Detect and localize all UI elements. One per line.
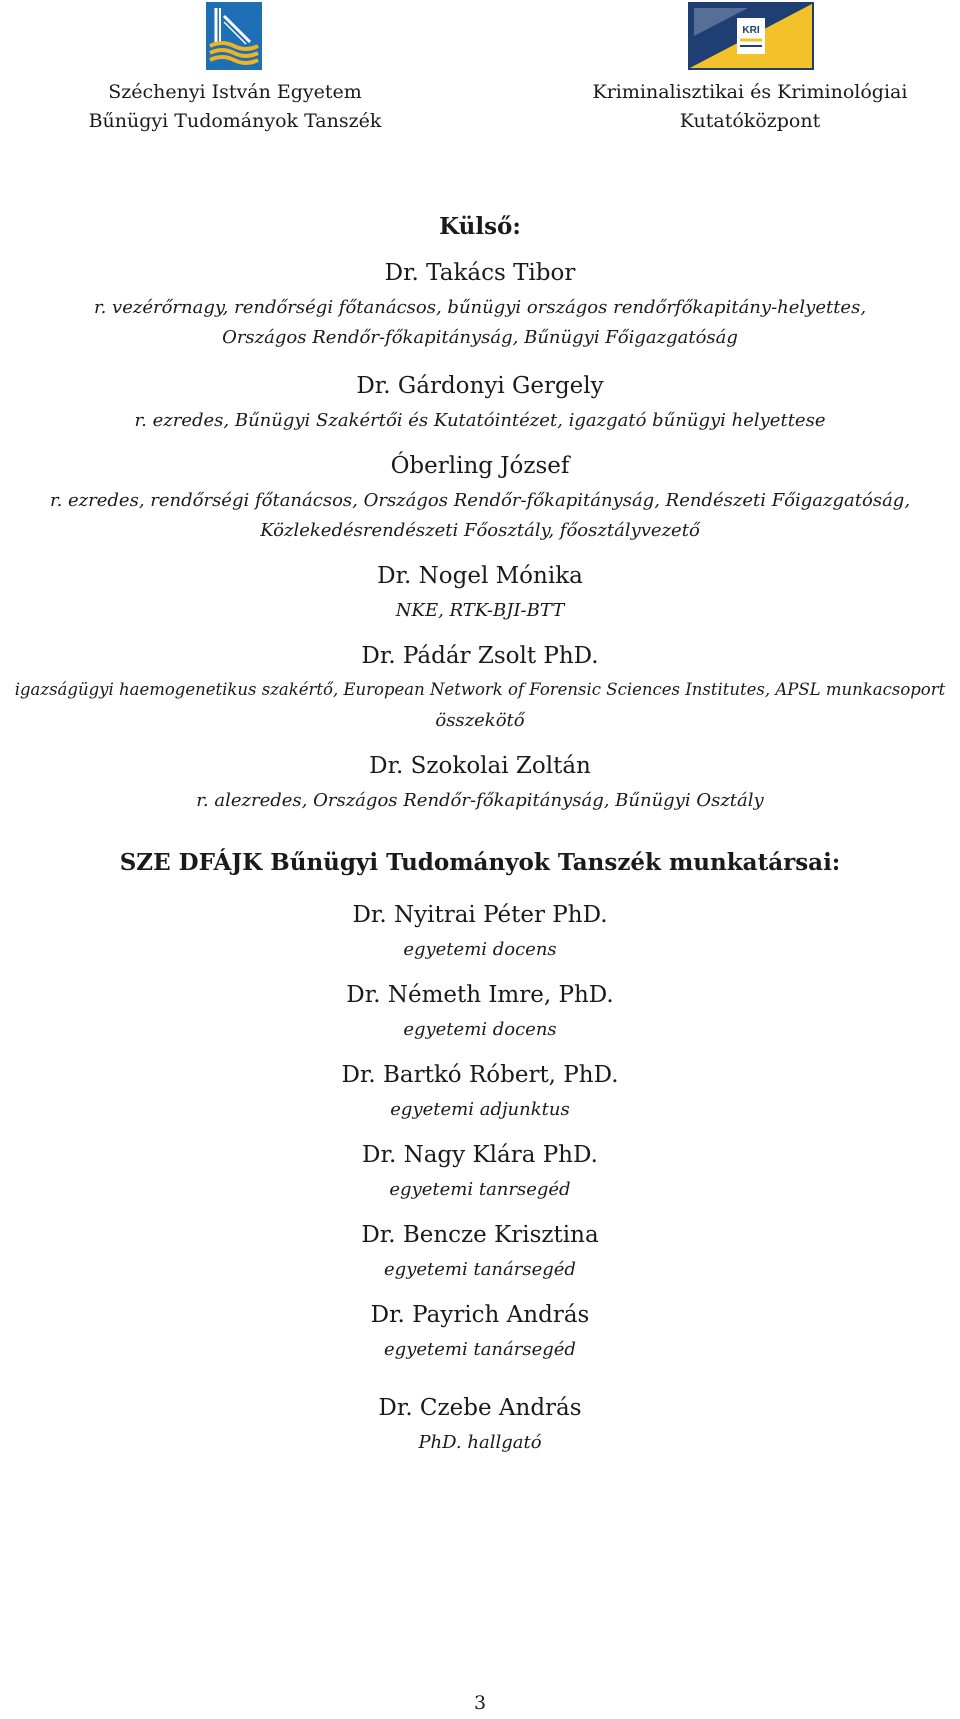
staff-name: Dr. Nagy Klára PhD.	[362, 1142, 598, 1168]
external-heading: Külső:	[439, 213, 521, 240]
person-role: r. alezredes, Országos Rendőr-főkapitányság, Bűnügyi Osztály	[196, 790, 764, 811]
staff-role: egyetemi tanársegéd	[384, 1259, 576, 1280]
staff-name: Dr. Bencze Krisztina	[361, 1222, 599, 1248]
right-institution-line1: Kriminalisztikai és Kriminológiai	[592, 81, 908, 103]
person-name: Dr. Szokolai Zoltán	[369, 753, 591, 779]
page-number: 3	[473, 1692, 487, 1714]
sze-university-logo	[206, 2, 262, 70]
person-name: Dr. Pádár Zsolt PhD.	[361, 643, 599, 669]
person-role: NKE, RTK-BJI-BTT	[395, 600, 565, 621]
left-institution-line2: Bűnügyi Tudományok Tanszék	[88, 110, 382, 132]
person-role: r. vezérőrnagy, rendőrségi főtanácsos, bűnügyi országos rendőrfőkapitány-helyettes,	[93, 297, 867, 318]
staff-name: Dr. Czebe András	[378, 1395, 582, 1421]
person-role: összekötő	[435, 710, 525, 731]
staff-name: Dr. Németh Imre, PhD.	[346, 982, 614, 1008]
left-institution	[60, 78, 410, 136]
staff-role: PhD. hallgató	[418, 1432, 542, 1453]
person-role: igazságügyi haemogenetikus szakértő, European Network of Forensic Sciences Institutes, APSL munkacsoport	[14, 680, 946, 699]
staff-heading: SZE DFÁJK Bűnügyi Tudományok Tanszék munkatársai:	[119, 849, 841, 876]
staff-role: egyetemi adjunktus	[390, 1099, 570, 1120]
person-name: Óberling József	[390, 453, 570, 479]
staff-role: egyetemi docens	[403, 1019, 557, 1040]
right-institution-line2: Kutatóközpont	[679, 110, 821, 132]
staff-name: Dr. Payrich András	[370, 1302, 590, 1328]
staff-role: egyetemi tanrsegéd	[389, 1179, 571, 1200]
staff-name: Dr. Nyitrai Péter PhD.	[352, 902, 608, 928]
person-role: Közlekedésrendészeti Főosztály, főosztályvezető	[260, 520, 700, 541]
person-role: r. ezredes, Bűnügyi Szakértői és Kutatóintézet, igazgató bűnügyi helyettese	[134, 410, 826, 431]
person-name: Dr. Takács Tibor	[384, 260, 576, 286]
person-role: r. ezredes, rendőrségi főtanácsos, Országos Rendőr-főkapitányság, Rendészeti Főigazgatóság,	[49, 490, 911, 511]
right-institution	[555, 78, 945, 136]
staff-name: Dr. Bartkó Róbert, PhD.	[341, 1062, 619, 1088]
person-role: Országos Rendőr-főkapitányság, Bűnügyi Főigazgatóság	[222, 327, 738, 348]
staff-role: egyetemi docens	[403, 939, 557, 960]
person-name: Dr. Nogel Mónika	[377, 563, 583, 589]
kri-logo-text: KRI	[742, 25, 760, 36]
staff-role: egyetemi tanársegéd	[384, 1339, 576, 1360]
kri-logo	[688, 2, 814, 70]
left-institution-line1: Széchenyi István Egyetem	[108, 81, 362, 103]
person-name: Dr. Gárdonyi Gergely	[356, 373, 604, 399]
